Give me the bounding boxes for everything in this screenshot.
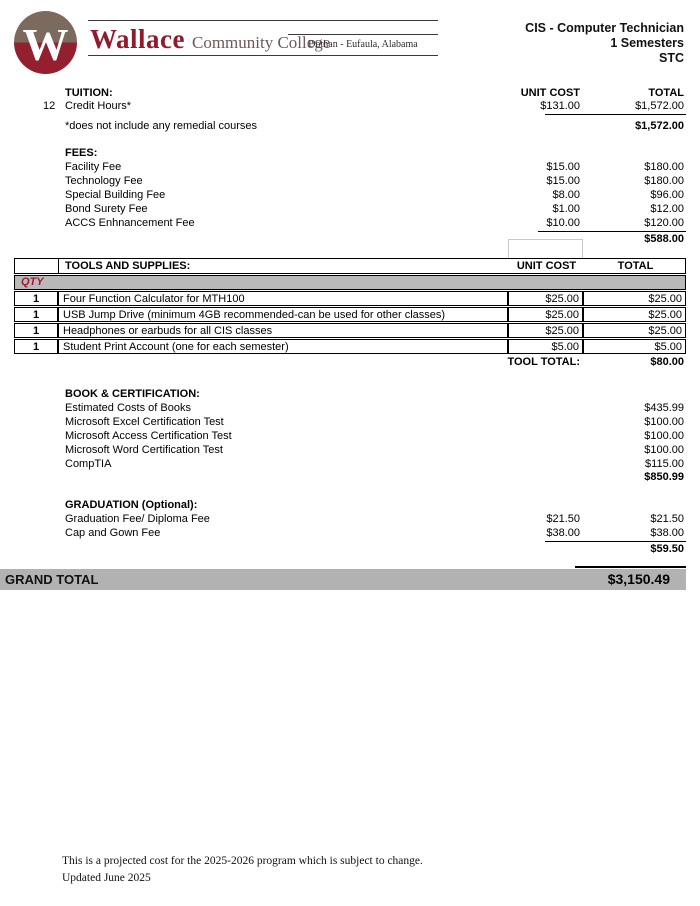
tool-total-label: TOOL TOTAL: bbox=[507, 356, 580, 368]
fee-row bbox=[0, 217, 700, 231]
college-name-primary: Wallace bbox=[90, 24, 185, 54]
tuition-header-row bbox=[0, 87, 700, 101]
tuition-label: Credit Hours* bbox=[65, 100, 132, 112]
tuition-note-row bbox=[0, 120, 700, 134]
tool-description: Four Function Calculator for MTH100 bbox=[58, 291, 508, 306]
program-semesters: 1 Semesters bbox=[610, 36, 684, 50]
graduation-unit-cost: $38.00 bbox=[546, 527, 580, 539]
grand-total-label: GRAND TOTAL bbox=[5, 572, 99, 587]
tools-qty-band bbox=[14, 275, 686, 290]
tool-qty: 1 bbox=[14, 307, 58, 322]
college-logo bbox=[14, 11, 77, 74]
fees-heading-row bbox=[0, 147, 700, 161]
tools-unit-cost-header: UNIT COST bbox=[516, 260, 577, 272]
tool-unit-cost: $25.00 bbox=[508, 307, 583, 322]
book-row bbox=[0, 458, 700, 472]
tool-unit-cost: $5.00 bbox=[508, 339, 583, 354]
tool-unit-cost: $25.00 bbox=[508, 323, 583, 338]
graduation-subtotal-rule bbox=[545, 541, 686, 542]
tool-qty: 1 bbox=[14, 339, 58, 354]
tuition-unit-cost: $131.00 bbox=[540, 100, 580, 112]
fee-row bbox=[0, 175, 700, 189]
tool-description: Student Print Account (one for each semester) bbox=[58, 339, 508, 354]
tuition-total: $1,572.00 bbox=[635, 100, 684, 112]
tools-row bbox=[14, 307, 686, 322]
header-rule-top bbox=[88, 20, 438, 21]
graduation-row bbox=[0, 527, 700, 541]
tuition-subtotal-rule bbox=[545, 114, 686, 115]
footer-updated: Updated June 2025 bbox=[62, 872, 151, 884]
tool-unit-cost: $25.00 bbox=[508, 291, 583, 306]
graduation-unit-cost: $21.50 bbox=[546, 513, 580, 525]
graduation-total: $38.00 bbox=[650, 527, 684, 539]
book-total: $115.00 bbox=[645, 458, 684, 470]
fee-row bbox=[0, 203, 700, 217]
tools-qty-header-cell bbox=[15, 259, 59, 273]
program-title: CIS - Computer Technician bbox=[525, 21, 684, 35]
fee-unit-cost: $15.00 bbox=[546, 161, 580, 173]
graduation-subtotal-row bbox=[0, 543, 700, 557]
program-award: STC bbox=[659, 51, 684, 65]
fee-total: $96.00 bbox=[650, 189, 684, 201]
fee-total: $12.00 bbox=[650, 203, 684, 215]
book-total: $100.00 bbox=[644, 416, 684, 428]
header-rule-bottom bbox=[88, 55, 438, 56]
tool-total: $25.00 bbox=[583, 323, 686, 338]
tool-total: $25.00 bbox=[583, 307, 686, 322]
grand-total-bar bbox=[0, 569, 686, 590]
tools-total-header: TOTAL bbox=[617, 260, 654, 272]
fees-subtotal: $588.00 bbox=[644, 233, 684, 245]
fee-row bbox=[0, 161, 700, 175]
tool-description: USB Jump Drive (minimum 4GB recommended-can be used for other classes) bbox=[58, 307, 508, 322]
fee-label: Technology Fee bbox=[65, 175, 143, 187]
fee-total: $120.00 bbox=[644, 217, 684, 229]
books-heading-row bbox=[0, 388, 700, 402]
book-label: CompTIA bbox=[65, 458, 112, 470]
fee-unit-cost: $15.00 bbox=[546, 175, 580, 187]
tool-total: $25.00 bbox=[583, 291, 686, 306]
book-row bbox=[0, 416, 700, 430]
books-subtotal-row bbox=[0, 471, 700, 485]
tool-qty: 1 bbox=[14, 323, 58, 338]
fee-label: Facility Fee bbox=[65, 161, 122, 173]
tools-supplies-table bbox=[14, 258, 686, 354]
tools-row bbox=[14, 323, 686, 338]
tuition-heading: TUITION: bbox=[65, 87, 113, 99]
qty-band-label: QTY bbox=[21, 276, 44, 288]
tools-row bbox=[14, 339, 686, 354]
logo-monogram: W bbox=[22, 19, 69, 70]
tuition-subtotal: $1,572.00 bbox=[635, 120, 684, 132]
fee-total: $180.00 bbox=[644, 161, 684, 173]
fees-subtotal-rule bbox=[538, 231, 686, 232]
fee-unit-cost: $10.00 bbox=[546, 217, 580, 229]
fee-label: Bond Surety Fee bbox=[65, 203, 148, 215]
book-label: Estimated Costs of Books bbox=[65, 402, 191, 414]
fee-label: Special Building Fee bbox=[65, 189, 166, 201]
books-subtotal: $850.99 bbox=[644, 471, 684, 483]
graduation-subtotal: $59.50 bbox=[650, 543, 684, 555]
tool-description: Headphones or earbuds for all CIS classes bbox=[58, 323, 508, 338]
fee-row bbox=[0, 189, 700, 203]
graduation-label: Cap and Gown Fee bbox=[65, 527, 161, 539]
tool-total: $5.00 bbox=[583, 339, 686, 354]
book-row bbox=[0, 444, 700, 458]
book-total: $100.00 bbox=[644, 430, 684, 442]
tool-total-value: $80.00 bbox=[650, 356, 684, 368]
total-column-header: TOTAL bbox=[648, 87, 684, 99]
unit-cost-column-header: UNIT COST bbox=[520, 87, 580, 99]
fee-unit-cost: $8.00 bbox=[552, 189, 580, 201]
header-rule-middle bbox=[288, 34, 438, 35]
tuition-note: *does not include any remedial courses bbox=[65, 120, 258, 132]
tool-qty: 1 bbox=[14, 291, 58, 306]
grand-total-rule bbox=[575, 566, 686, 568]
fee-label: ACCS Enhnancement Fee bbox=[65, 217, 195, 229]
footer-disclaimer: This is a projected cost for the 2025-2026 program which is subject to change. bbox=[62, 855, 423, 867]
tuition-credit-qty: 12 bbox=[43, 100, 56, 112]
books-heading: BOOK & CERTIFICATION: bbox=[65, 388, 200, 400]
college-location: Dothan - Eufaula, Alabama bbox=[308, 39, 418, 50]
book-label: Microsoft Excel Certification Test bbox=[65, 416, 224, 428]
book-label: Microsoft Access Certification Test bbox=[65, 430, 232, 442]
book-row bbox=[0, 402, 700, 416]
graduation-row bbox=[0, 513, 700, 527]
fees-subtotal-row bbox=[0, 233, 700, 247]
graduation-heading: GRADUATION (Optional): bbox=[65, 499, 198, 511]
tool-total-row bbox=[0, 356, 700, 370]
tools-table-header-row bbox=[14, 258, 686, 274]
tools-row bbox=[14, 291, 686, 306]
graduation-label: Graduation Fee/ Diploma Fee bbox=[65, 513, 210, 525]
tools-heading: TOOLS AND SUPPLIES: bbox=[65, 260, 191, 272]
graduation-total: $21.50 bbox=[650, 513, 684, 525]
empty-cell-box bbox=[508, 239, 583, 259]
grand-total-value: $3,150.49 bbox=[607, 571, 670, 587]
program-info bbox=[525, 21, 684, 66]
fee-total: $180.00 bbox=[644, 175, 684, 187]
graduation-heading-row bbox=[0, 499, 700, 513]
book-label: Microsoft Word Certification Test bbox=[65, 444, 223, 456]
fees-heading: FEES: bbox=[65, 147, 98, 159]
book-total: $435.99 bbox=[644, 402, 684, 414]
book-row bbox=[0, 430, 700, 444]
tuition-row bbox=[0, 100, 700, 114]
fee-unit-cost: $1.00 bbox=[552, 203, 580, 215]
book-total: $100.00 bbox=[644, 444, 684, 456]
college-name-secondary: Community College bbox=[191, 33, 331, 52]
